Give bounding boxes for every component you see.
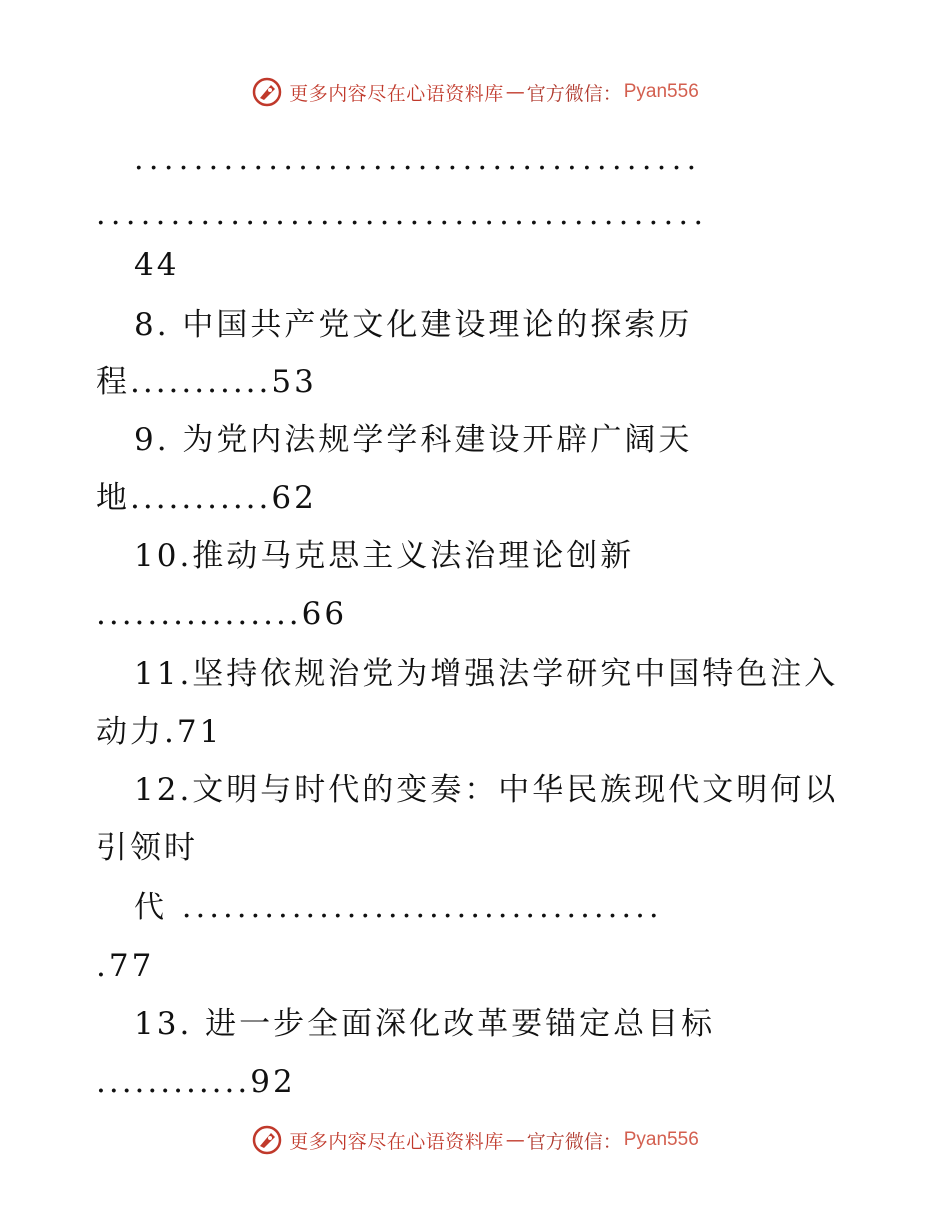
toc-item-10-page: ................66 — [96, 596, 348, 632]
header-watermark — [0, 72, 950, 112]
toc-item-9-page: 地...........62 — [96, 480, 317, 516]
watermark-official: 官方微信： — [526, 1130, 622, 1153]
pen-nib-logo-icon — [251, 1124, 283, 1156]
watermark-dash: — — [505, 1129, 525, 1151]
footer-watermark — [0, 1120, 950, 1160]
toc-item-9-title: 9. 为党内法规学学科建设开辟广阔天 — [134, 422, 693, 458]
toc-item-8-title: 8. 中国共产党文化建设理论的探索历 — [134, 307, 693, 343]
watermark-brand: 更多内容尽在心语资料库 — [289, 1130, 504, 1153]
toc-item-12-page: .77 — [96, 948, 155, 984]
toc-item-8-page: 程...........53 — [96, 364, 317, 400]
toc-leader-line: ......................................... — [96, 197, 709, 232]
toc-leader-line: ...................................... — [134, 142, 702, 177]
toc-item-12-line2: 引领时 — [96, 830, 198, 866]
watermark-official: 官方微信： — [526, 82, 622, 105]
watermark-wechat-id: Pyan556 — [623, 1129, 699, 1150]
toc-item-13-page: ............92 — [96, 1064, 296, 1100]
watermark-wechat-id: Pyan556 — [623, 81, 699, 102]
toc-item-10-title: 10.推动马克思主义法治理论创新 — [134, 538, 635, 574]
watermark-dash: — — [505, 81, 525, 103]
watermark-brand: 更多内容尽在心语资料库 — [289, 82, 504, 105]
toc-item-11-page: 动力.71 — [96, 714, 223, 750]
toc-page-number: 44 — [134, 247, 180, 283]
toc-item-12-line3: 代 ................................... — [134, 890, 663, 925]
toc-item-13-title: 13. 进一步全面深化改革要锚定总目标 — [134, 1006, 716, 1042]
toc-item-11-title: 11.坚持依规治党为增强法学研究中国特色注入 — [134, 656, 839, 692]
pen-nib-logo-icon — [251, 76, 283, 108]
toc-item-12-title: 12.文明与时代的变奏：中华民族现代文明何以 — [134, 772, 839, 808]
